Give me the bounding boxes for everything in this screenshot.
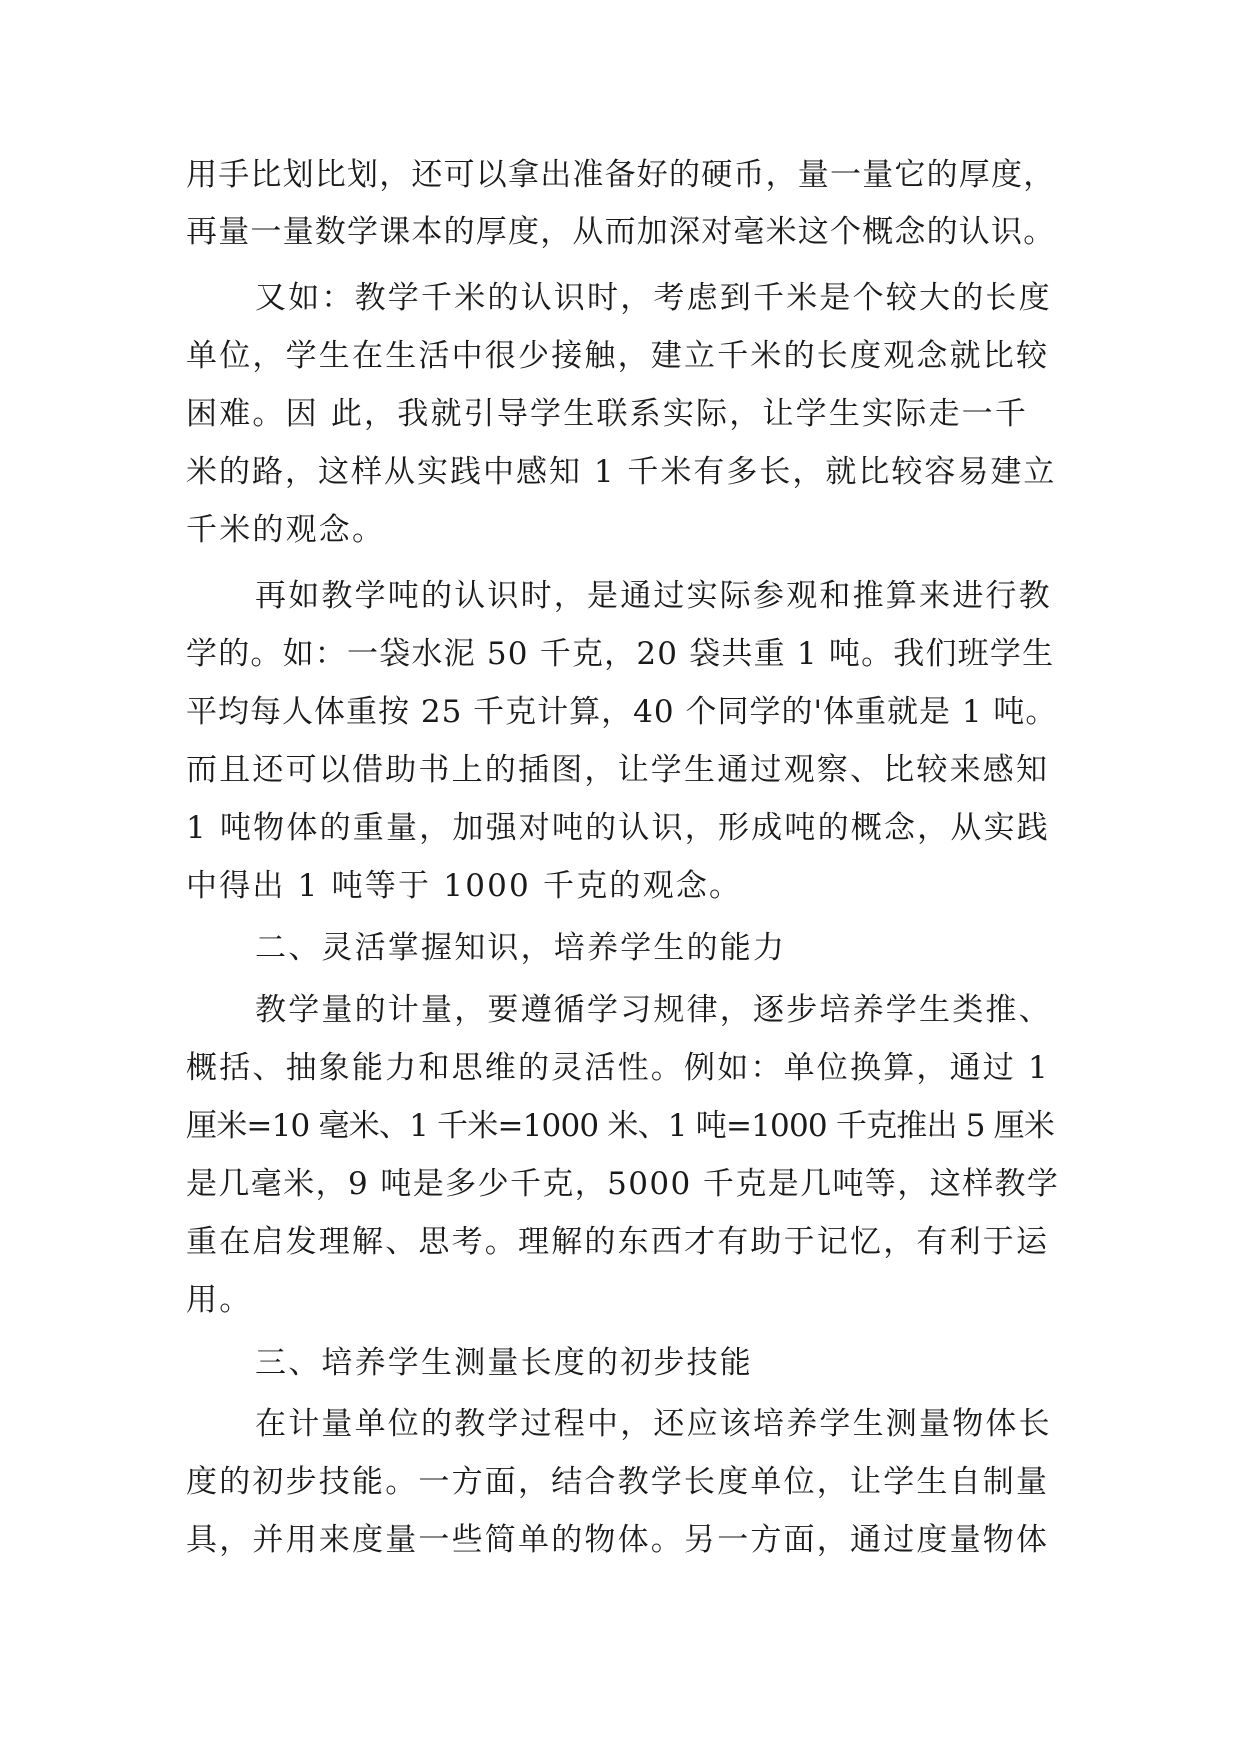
paragraph-line: 困难。因 此，我就引导学生联系实际，让学生实际走一千 <box>186 396 1029 432</box>
paragraph-line: 再量一量数学课本的厚度，从而加深对毫米这个概念的认识。 <box>186 214 1056 250</box>
paragraph-line: 在计量单位的教学过程中，还应该培养学生测量物体长 <box>255 1406 1052 1442</box>
paragraph-line: 1 吨物体的重量，加强对吨的认识，形成吨的概念，从实践 <box>186 810 1050 846</box>
paragraph-line: 米的路，这样从实践中感知 1 千米有多长，就比较容易建立 <box>186 454 1057 490</box>
paragraph-line: 概括、抽象能力和思维的灵活性。例如：单位换算，通过 1 <box>186 1050 1050 1086</box>
paragraph-line: 平均每人体重按 25 千克计算，40 个同学的'体重就是 1 吨。 <box>186 694 1058 730</box>
paragraph-line: 中得出 1 吨等于 1000 千克的观念。 <box>186 868 743 904</box>
paragraph-line: 学的。如：一袋水泥 50 千克，20 袋共重 1 吨。我们班学生 <box>186 636 1055 672</box>
paragraph-line: 度的初步技能。一方面，结合教学长度单位，让学生自制量 <box>186 1464 1050 1500</box>
paragraph-line: 单位，学生在生活中很少接触，建立千米的长度观念就比较 <box>186 338 1050 374</box>
paragraph-line: 是几毫米，9 吨是多少千克，5000 千克是几吨等，这样教学 <box>186 1166 1060 1202</box>
section-heading: 三、培养学生测量长度的初步技能 <box>255 1345 753 1381</box>
paragraph-line: 而且还可以借助书上的插图，让学生通过观察、比较来感知 <box>186 752 1050 788</box>
paragraph-line: 重在启发理解、思考。理解的东西才有助于记忆，有利于运 <box>186 1224 1050 1260</box>
paragraph-line: 再如教学吨的认识时，是通过实际参观和推算来进行教 <box>255 578 1052 614</box>
paragraph-line: 厘米=10 毫米、1 千米=1000 米、1 吨=1000 千克推出 5 厘米 <box>186 1108 1055 1144</box>
paragraph-line: 具，并用来度量一些简单的物体。另一方面，通过度量物体 <box>186 1522 1050 1558</box>
paragraph-line: 又如：教学千米的认识时，考虑到千米是个较大的长度 <box>255 280 1052 316</box>
paragraph-line: 千米的观念。 <box>186 512 386 548</box>
paragraph-line: 用。 <box>186 1282 253 1318</box>
paragraph-line: 教学量的计量，要遵循学习规律，逐步培养学生类推、 <box>255 992 1052 1028</box>
section-heading: 二、灵活掌握知识，培养学生的能力 <box>255 930 787 966</box>
paragraph-line: 用手比划比划，还可以拿出准备好的硬币，量一量它的厚度， <box>186 157 1056 193</box>
